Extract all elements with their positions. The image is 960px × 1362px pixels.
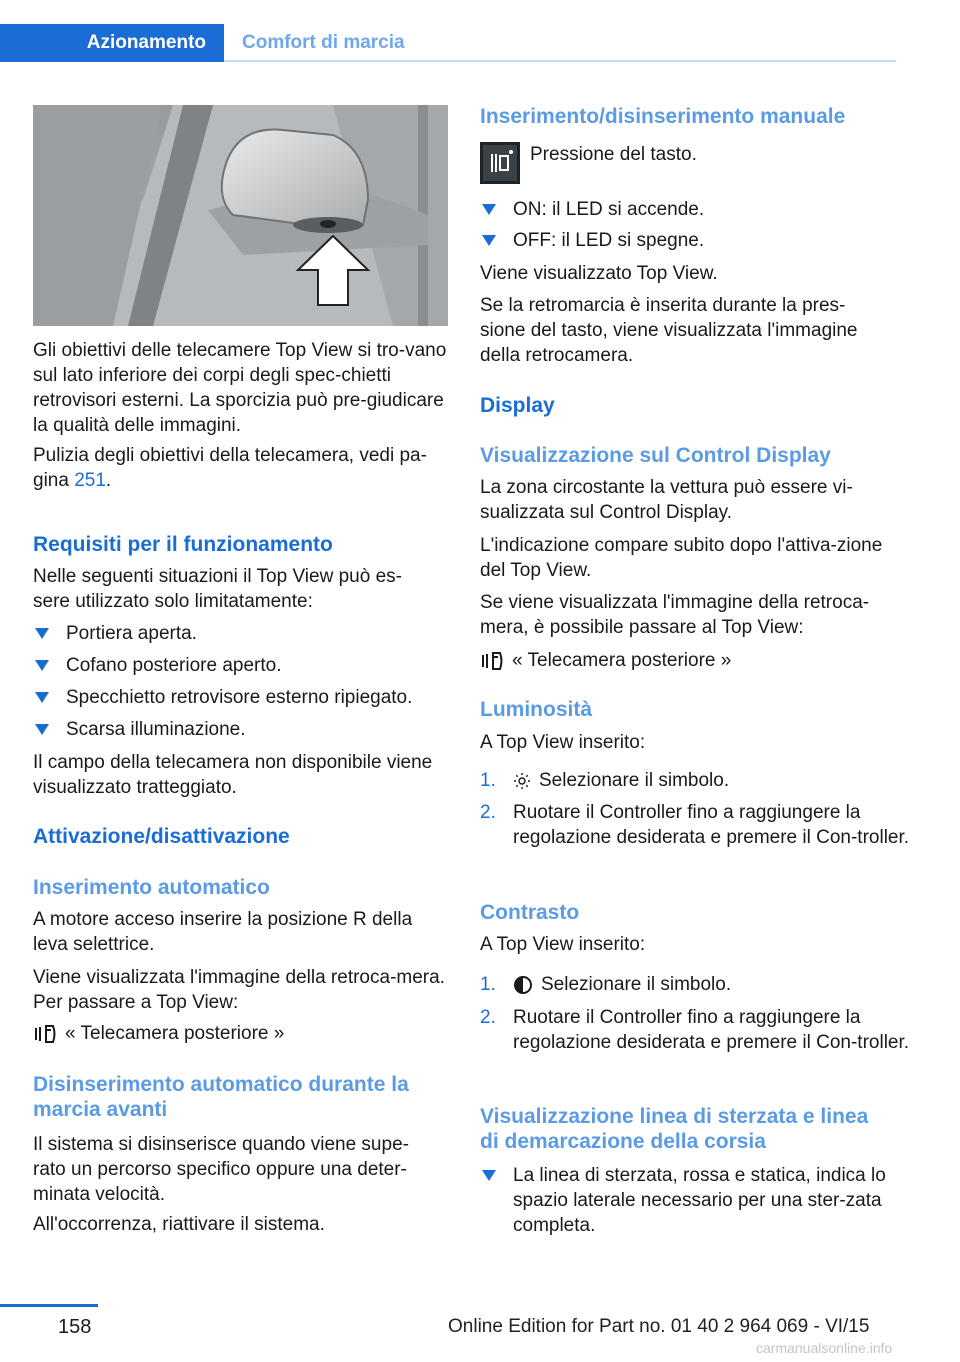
step-text: Selezionare il simbolo. — [541, 974, 732, 995]
control-display-heading: Visualizzazione sul Control Display — [480, 444, 831, 467]
auto-on-text-1: A motore acceso inserire la posizione R della leva selettrice. — [33, 909, 413, 955]
auto-on-heading: Inserimento automatico — [33, 876, 270, 899]
steering-line-heading: Visualizzazione linea di sterzata e linea di demarcazione della corsia — [480, 1105, 869, 1153]
top-view-button-icon — [480, 142, 520, 184]
manual-text-1: Viene visualizzato Top View. — [480, 263, 718, 284]
step-text: Ruotare il Controller fino a raggiungere la regolazione desiderata e premere il Con‐troller. — [513, 1007, 910, 1053]
watermark: carmanualsonline.info — [756, 1340, 893, 1356]
triangle-bullet-icon — [35, 660, 49, 671]
car-camera-icon — [33, 1024, 57, 1044]
rear-camera-label: « Telecamera posteriore » — [65, 1023, 285, 1044]
list-item-text: Cofano posteriore aperto. — [66, 655, 282, 676]
triangle-bullet-icon — [35, 724, 49, 735]
list-item-text: ON: il LED si accende. — [513, 199, 705, 220]
auto-on-text-2: Viene visualizzata l'immagine della retroca‐mera. Per passare a Top View: — [33, 967, 445, 1013]
list-item-text: Scarsa illuminazione. — [66, 719, 246, 740]
requirements-intro: Nelle seguenti situazioni il Top View può es‐sere utilizzato solo limitatamente: — [33, 566, 402, 612]
tab-azionamento[interactable]: Azionamento — [0, 24, 224, 62]
step-number: 1. — [480, 974, 496, 995]
auto-off-text-2: All'occorrenza, riattivare il sistema. — [33, 1214, 325, 1235]
page-link-251[interactable]: 251 — [74, 470, 106, 491]
requirements-heading: Requisiti per il funzionamento — [33, 533, 333, 556]
triangle-bullet-icon — [35, 628, 49, 639]
step-number: 2. — [480, 1007, 496, 1028]
cleaning-reference-text — [33, 443, 451, 493]
rear-camera-option — [33, 1021, 451, 1046]
period: . — [105, 470, 112, 491]
auto-off-text-1: Il sistema si disinserisce quando viene supe‐rato un percorso specifico oppure una deter‐minata velocità. — [33, 1134, 409, 1205]
rear-camera-label: « Telecamera posteriore » — [512, 650, 732, 671]
list-item-text: Specchietto retrovisore esterno ripiegato. — [66, 687, 413, 708]
edition-text: Online Edition for Part no. 01 40 2 964 069 - VI/15 — [448, 1316, 870, 1337]
control-display-text-1: La zona circostante la vettura può essere vi‐sualizzata sul Control Display. — [480, 477, 853, 523]
list-item — [480, 228, 923, 253]
step-number: 1. — [480, 770, 496, 791]
contrast-intro: A Top View inserito: — [480, 934, 646, 955]
camera-location-text: Gli obiettivi delle telecamere Top View si tro‐vano sul lato inferiore dei corpi degli spec‐chietti retrovisori esterni. La sporcizia può pre‐giudicare la qualità delle immagini. — [33, 340, 447, 436]
rear-camera-option — [480, 648, 890, 673]
control-display-text-3: Se viene visualizzata l'immagine della retroca‐mera, è possibile passare al Top View: — [480, 592, 870, 638]
dashed-field-note: Il campo della telecamera non disponibile viene visualizzato tratteggiato. — [33, 752, 433, 798]
manual-text-2: Se la retromarcia è inserita durante la pres‐sione del tasto, viene visualizzata l'immagine della retrocamera. — [480, 295, 858, 366]
list-item — [480, 800, 918, 850]
list-item-text: Portiera aperta. — [66, 623, 197, 644]
display-heading: Display — [480, 394, 555, 417]
control-display-text-2: L'indicazione compare subito dopo l'attiva‐zione del Top View. — [480, 535, 883, 581]
manual-heading: Inserimento/disinserimento manuale — [480, 105, 846, 128]
tab-comfort-di-marcia[interactable]: Comfort di marcia — [242, 32, 405, 53]
brightness-heading: Luminosità — [480, 698, 593, 721]
auto-off-heading: Disinserimento automatico durante la marcia avanti — [33, 1073, 409, 1121]
car-camera-icon — [480, 651, 504, 671]
list-item — [33, 621, 484, 646]
list-item — [480, 972, 923, 997]
list-item — [480, 768, 923, 793]
triangle-bullet-icon — [482, 235, 496, 246]
cleaning-text: Pulizia degli obiettivi della telecamera, vedi pa‐gina — [33, 445, 427, 491]
list-item — [480, 1005, 918, 1055]
triangle-bullet-icon — [482, 1170, 496, 1181]
page-number: 158 — [58, 1316, 92, 1338]
list-item — [480, 1163, 918, 1238]
brightness-icon — [513, 772, 531, 790]
list-item — [480, 197, 923, 222]
contrast-heading: Contrasto — [480, 901, 580, 924]
list-item-text: OFF: il LED si spegne. — [513, 230, 705, 251]
triangle-bullet-icon — [35, 692, 49, 703]
list-item — [33, 685, 484, 710]
list-item-text: La linea di sterzata, rossa e statica, indica lo spazio laterale necessario per una ster‐zata completa. — [513, 1165, 886, 1236]
step-text: Ruotare il Controller fino a raggiungere la regolazione desiderata e premere il Con‐troller. — [513, 802, 910, 848]
triangle-bullet-icon — [482, 204, 496, 215]
contrast-icon — [513, 975, 533, 995]
footer-rule — [0, 1304, 98, 1307]
header-rule — [224, 60, 896, 62]
mirror-camera-illustration — [33, 105, 448, 326]
list-item — [33, 653, 484, 678]
press-button-text: Pressione del tasto. — [530, 144, 697, 165]
step-text: Selezionare il simbolo. — [539, 770, 730, 791]
activation-heading: Attivazione/disattivazione — [33, 825, 290, 848]
list-item — [33, 717, 484, 742]
brightness-intro: A Top View inserito: — [480, 732, 646, 753]
manual-button-row — [480, 142, 890, 184]
step-number: 2. — [480, 802, 496, 823]
